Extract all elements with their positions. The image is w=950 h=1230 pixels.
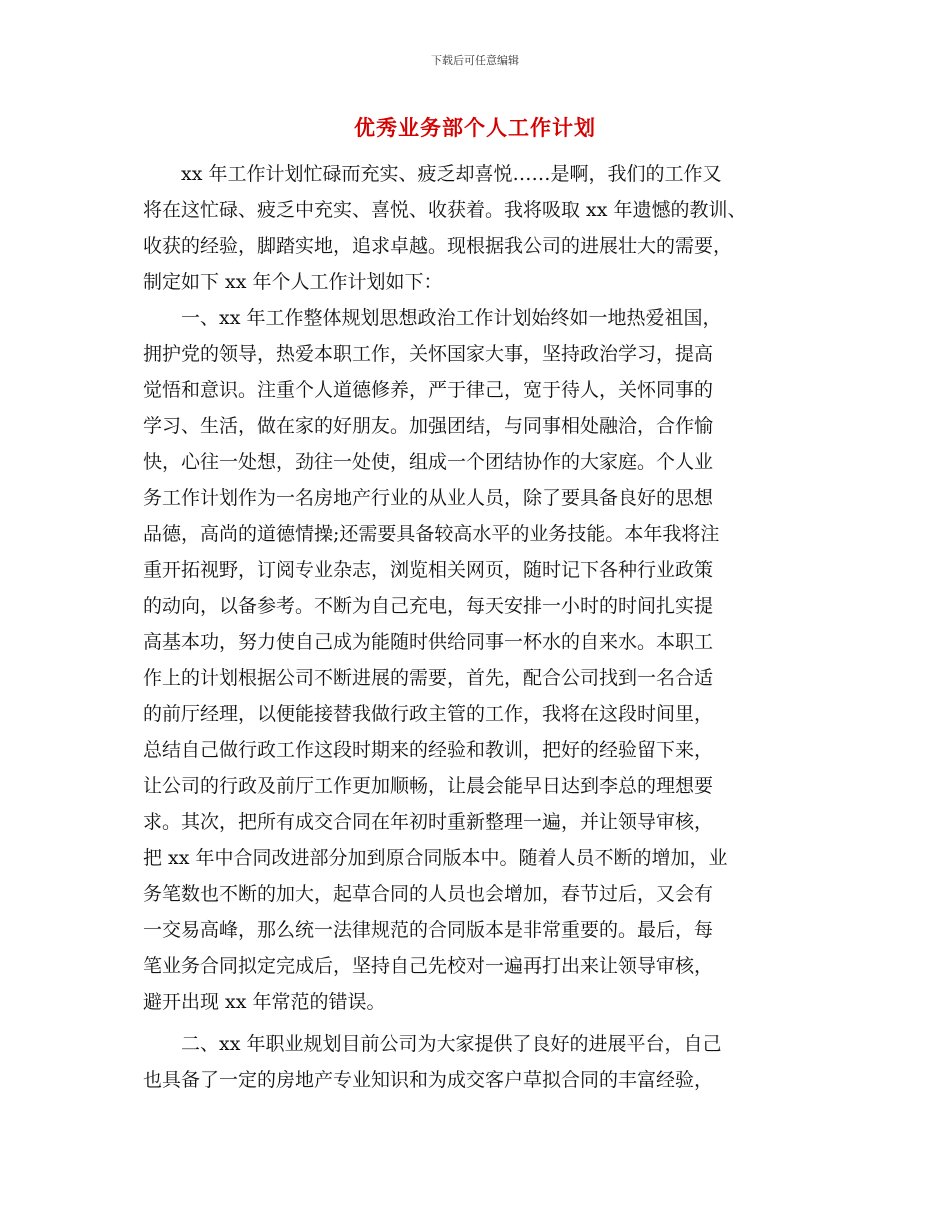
text-line: 避开出现 xx 年常范的错误。 — [143, 991, 386, 1013]
text-line: 一交易高峰，那么统一法律规范的合同版本是非常重要的。最后，每 — [143, 919, 714, 941]
text-line: 也具备了一定的房地产专业知识和为成交客户草拟合同的丰富经验， — [143, 1069, 714, 1091]
text-line: 把 xx 年中合同改进部分加到原合同版本中。随着人员不断的增加，业 — [143, 847, 728, 869]
text-line: 的动向，以备参考。不断为自己充电，每天安排一小时的时间扎实提 — [143, 595, 714, 617]
header-note: 下载后可任意编辑 — [431, 54, 519, 67]
text-line: xx 年工作计划忙碌而充实、疲乏却喜悦……是啊，我们的工作又 — [143, 163, 722, 185]
text-line: 务工作计划作为一名房地产行业的从业人员，除了要具备良好的思想 — [143, 487, 714, 509]
text-line: 品德，高尚的道德情操;还需要具备较高水平的业务技能。本年我将注 — [143, 523, 720, 545]
text-line: 总结自己做行政工作这段时期来的经验和教训，把好的经验留下来， — [143, 739, 714, 761]
text-line: 快，心往一处想，劲往一处使，组成一个团结协作的大家庭。个人业 — [143, 451, 714, 473]
paragraph-2 — [143, 300, 803, 1020]
text-line: 的前厅经理，以便能接替我做行政主管的工作，我将在这段时间里， — [143, 703, 714, 725]
text-line: 作上的计划根据公司不断进展的需要，首先，配合公司找到一名合适 — [143, 667, 714, 689]
text-line: 高基本功，努力使自己成为能随时供给同事一杯水的自来水。本职工 — [143, 631, 714, 653]
text-line: 重开拓视野，订阅专业杂志，浏览相关网页，随时记下各种行业政策 — [143, 559, 714, 581]
text-line: 觉悟和意识。注重个人道德修养，严于律己，宽于待人，关怀同事的 — [143, 379, 714, 401]
document-title: 优秀业务部个人工作计划 — [354, 116, 596, 140]
text-line: 收获的经验，脚踏实地，追求卓越。现根据我公司的进展壮大的需要， — [143, 235, 733, 257]
paragraph-3 — [143, 1026, 803, 1098]
text-line: 一、xx 年工作整体规划思想政治工作计划始终如一地热爱祖国， — [143, 307, 722, 329]
paragraph-1 — [143, 156, 803, 300]
text-line: 制定如下 xx 年个人工作计划如下： — [143, 271, 443, 293]
text-line: 笔业务合同拟定完成后，坚持自己先校对一遍再打出来让领导审核， — [143, 955, 714, 977]
text-line: 二、xx 年职业规划目前公司为大家提供了良好的进展平台，自己 — [143, 1033, 722, 1055]
text-line: 务笔数也不断的加大，起草合同的人员也会增加，春节过后，又会有 — [143, 883, 714, 905]
text-line: 学习、生活，做在家的好朋友。加强团结，与同事相处融洽，合作愉 — [143, 415, 714, 437]
text-line: 求。其次，把所有成交合同在年初时重新整理一遍，并让领导审核， — [143, 811, 714, 833]
text-line: 将在这忙碌、疲乏中充实、喜悦、收获着。我将吸取 xx 年遗憾的教训、 — [143, 199, 747, 221]
text-line: 让公司的行政及前厅工作更加顺畅，让晨会能早日达到李总的理想要 — [143, 775, 714, 797]
text-line: 拥护党的领导，热爱本职工作，关怀国家大事，坚持政治学习，提高 — [143, 343, 714, 365]
document-body — [143, 156, 803, 1098]
